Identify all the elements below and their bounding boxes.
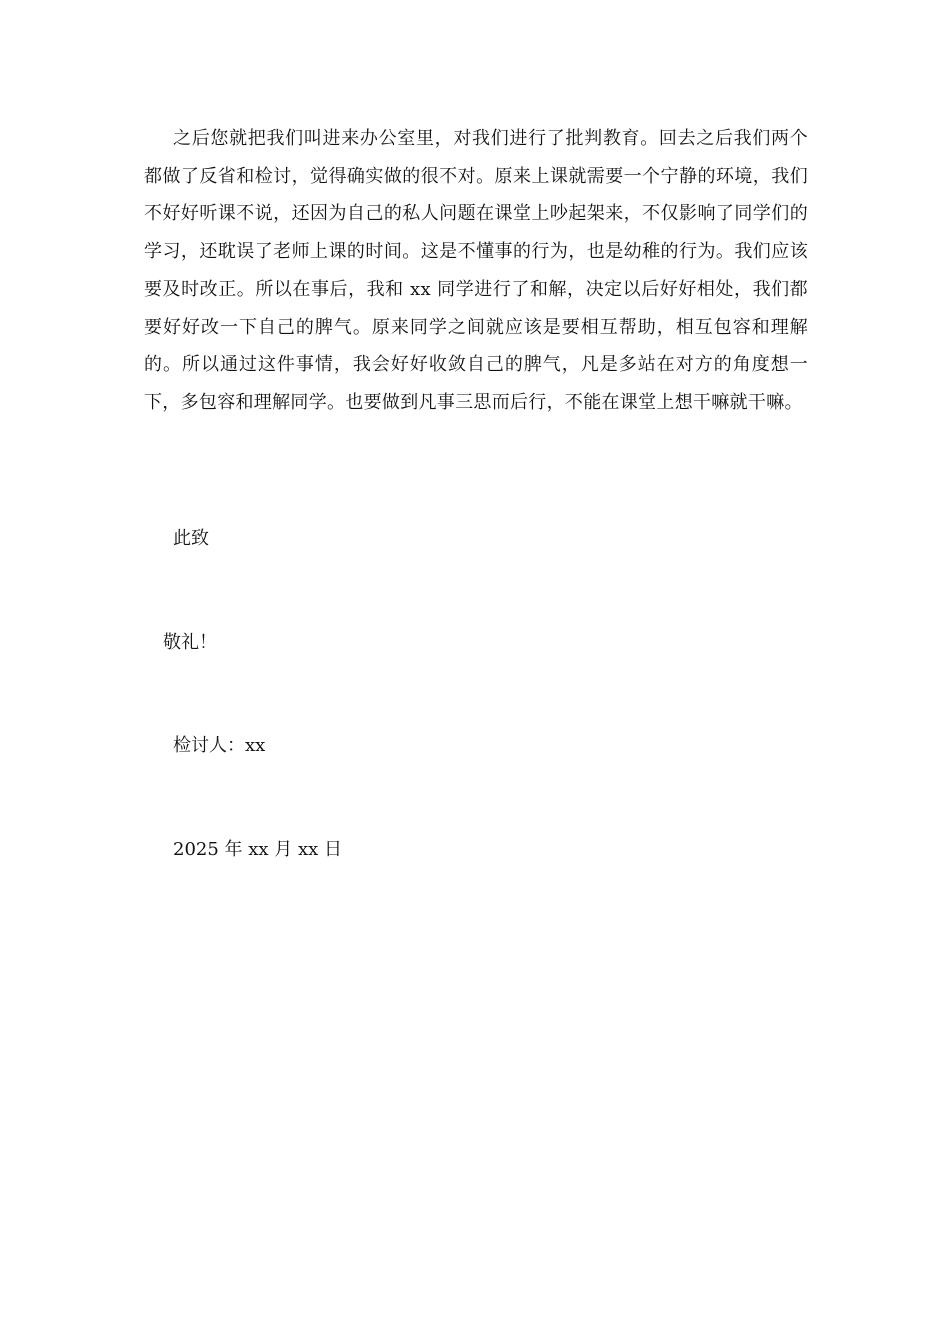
closing-regards: 敬礼！ xyxy=(163,632,217,653)
signer-line: 检讨人：xx xyxy=(173,735,266,756)
closing-salutation: 此致 xyxy=(173,528,209,549)
body-paragraph: 之后您就把我们叫进来办公室里，对我们进行了批判教育。回去之后我们两个都做了反省和检讨，觉得确实做的很不对。原来上课就需要一个宁静的环境，我们不好好听课不说，还因为自己的私人问题在课堂上吵起架来，不仅影响了同学们的学习，还耽误了老师上课的时间。这是不懂事的行为，也是幼稚的行为。我们应该要及时改正。所以在事后，我和 xx 同学进行了和解，决定以后好好相处，我们都要好好改一下自己的脾气。原来同学之间就应该是要相互帮助，相互包容和理解的。所以通过这件事情，我会好好收敛自己的脾气，凡是多站在对方的角度想一下，多包容和理解同学。也要做到凡事三思而后行，不能在课堂上想干嘛就干嘛。 xyxy=(144,128,808,413)
date-line: 2025 年 xx 月 xx 日 xyxy=(173,839,343,860)
